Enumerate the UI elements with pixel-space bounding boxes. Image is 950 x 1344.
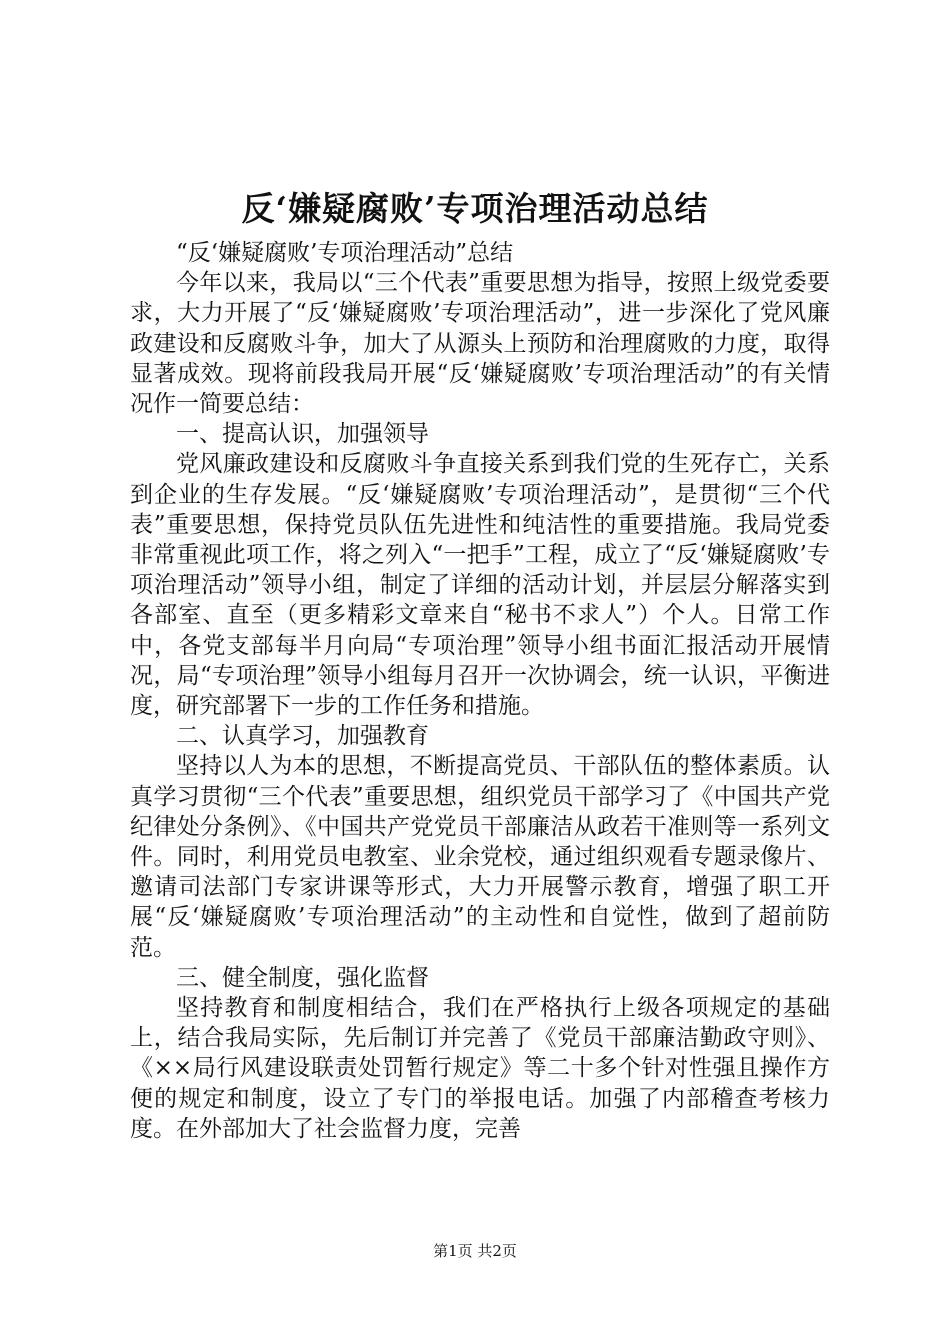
document-title: 反‘嫌疑腐败’专项治理活动总结 — [241, 189, 709, 228]
section-1-paragraph: 党风廉政建设和反腐败斗争直接关系到我们党的生死存亡，关系到企业的生存发展。“反‘嫌疑腐败’专项治理活动”，是贯彻“三个代表”重要思想，保持党员队伍先进性和纯洁性的重要措施。我局党委非常重视此项工作，将之列入“一把手”工程，成立了“反‘嫌疑腐败’专项治理活动”领导小组，制定了详细的活动计划，并层层分解落实到各部室、直至（更多精彩文章来自“秘书不求人”）个人。日常工作中，各党支部每半月向局“专项治理”领导小组书面汇报活动开展情况，局“专项治理”领导小组每月召开一次协调会，统一认识，平衡进度，研究部署下一步的工作任务和措施。 — [130, 451, 830, 720]
section-2-paragraph: 坚持以人为本的思想，不断提高党员、干部队伍的整体素质。认真学习贯彻“三个代表”重要思想，组织党员干部学习了《中国共产党纪律处分条例》、《中国共产党党员干部廉洁从政若干准则等一系列文件。同时，利用党员电教室、业余党校，通过组织观看专题录像片、邀请司法部门专家讲课等形式，大力开展警示教育，增强了职工开展“反‘嫌疑腐败’专项治理活动”的主动性和自觉性，做到了超前防范。 — [130, 753, 830, 961]
page-footer: 第1页 共2页 — [433, 1242, 517, 1260]
subtitle-paragraph: “反‘嫌疑腐败’专项治理活动”总结 — [176, 240, 514, 266]
intro-paragraph: 今年以来，我局以“三个代表”重要思想为指导，按照上级党委要求，大力开展了“反‘嫌疑腐败’专项治理活动”，进一步深化了党风廉政建设和反腐败斗争，加大了从源头上预防和治理腐败的力度，取得显著成效。现将前段我局开展“反‘嫌疑腐败’专项治理活动”的有关情况作一简要总结： — [130, 270, 830, 418]
section-heading-3: 三、健全制度，强化监督 — [176, 964, 429, 991]
section-heading-2: 二、认真学习，加强教育 — [176, 723, 429, 750]
document-body — [130, 238, 830, 1144]
section-heading-1: 一、提高认识，加强领导 — [176, 421, 429, 448]
section-3-paragraph: 坚持教育和制度相结合，我们在严格执行上级各项规定的基础上，结合我局实际，先后制订并完善了《党员干部廉洁勤政守则》、《××局行风建设联责处罚暂行规定》等二十多个针对性强且操作方便的规定和制度，设立了专门的举报电话。加强了内部稽查考核力度。在外部加大了社会监督力度，完善 — [130, 995, 830, 1142]
